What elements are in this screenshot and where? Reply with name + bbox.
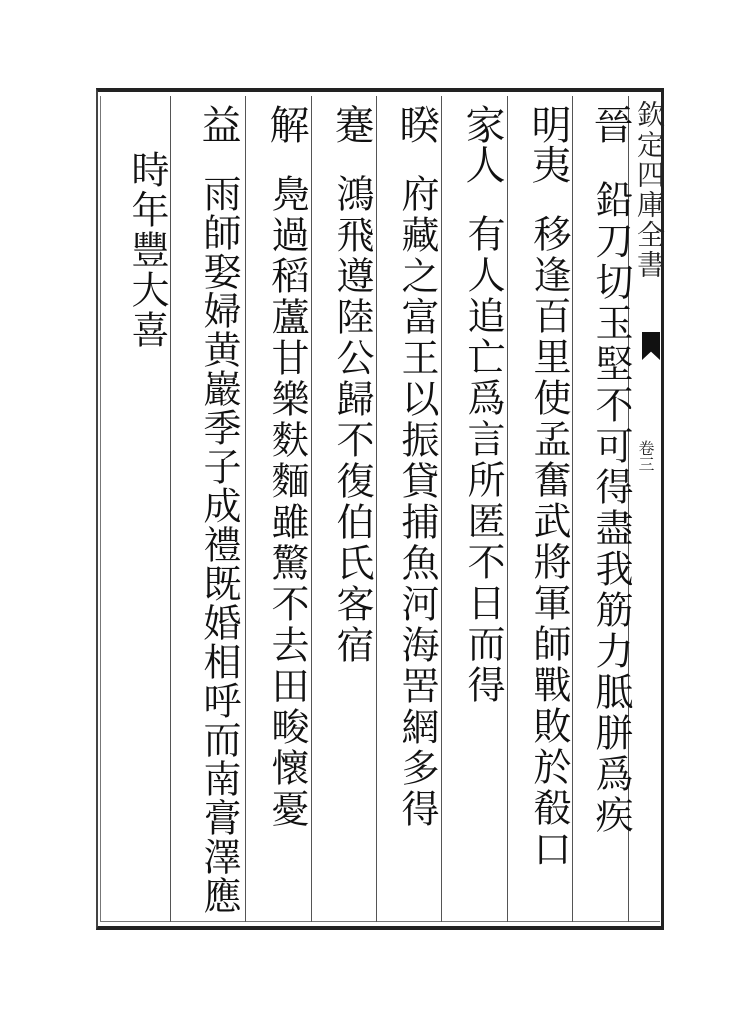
column-rule <box>376 96 377 922</box>
hexagram-name: 蹇 <box>328 104 374 144</box>
verse-continuation: 時年豐大喜 <box>125 150 169 350</box>
margin-book-title: 欽定四庫全書 <box>633 100 666 280</box>
verse-text: 有人追亡爲言所匿不日而得 <box>461 214 505 706</box>
hexagram-name: 解 <box>263 104 309 144</box>
hexagram-name: 家人 <box>459 104 505 184</box>
verse-text: 府藏之富王以振貸捕魚河海罟網多得 <box>395 174 439 830</box>
column-rule <box>245 96 246 922</box>
hexagram-name: 明夷 <box>525 104 571 184</box>
hexagram-name: 益 <box>195 104 241 144</box>
margin-juan-number: 卷三 <box>636 440 655 472</box>
column-rule <box>572 96 573 922</box>
column-rule <box>311 96 312 922</box>
verse-text: 鳧過稻蘆甘樂麩麵雖驚不去田畯懷憂 <box>265 174 309 830</box>
hexagram-name: 睽 <box>393 104 439 144</box>
column-rule <box>441 96 442 922</box>
hexagram-name: 晉 <box>587 104 633 144</box>
column-rule <box>507 96 508 922</box>
verse-text: 鴻飛遵陸公歸不復伯氏客宿 <box>330 174 374 666</box>
verse-text: 移逢百里使孟奮武將軍師戰敗於殽口 <box>527 214 571 870</box>
verse-text: 鉛刀切玉堅不可得盡我筋力胝胼爲疾 <box>589 180 633 836</box>
column-rule <box>170 96 171 922</box>
verse-text: 雨師娶婦黄巖季子成禮既婚相呼而南膏澤應 <box>197 174 241 915</box>
